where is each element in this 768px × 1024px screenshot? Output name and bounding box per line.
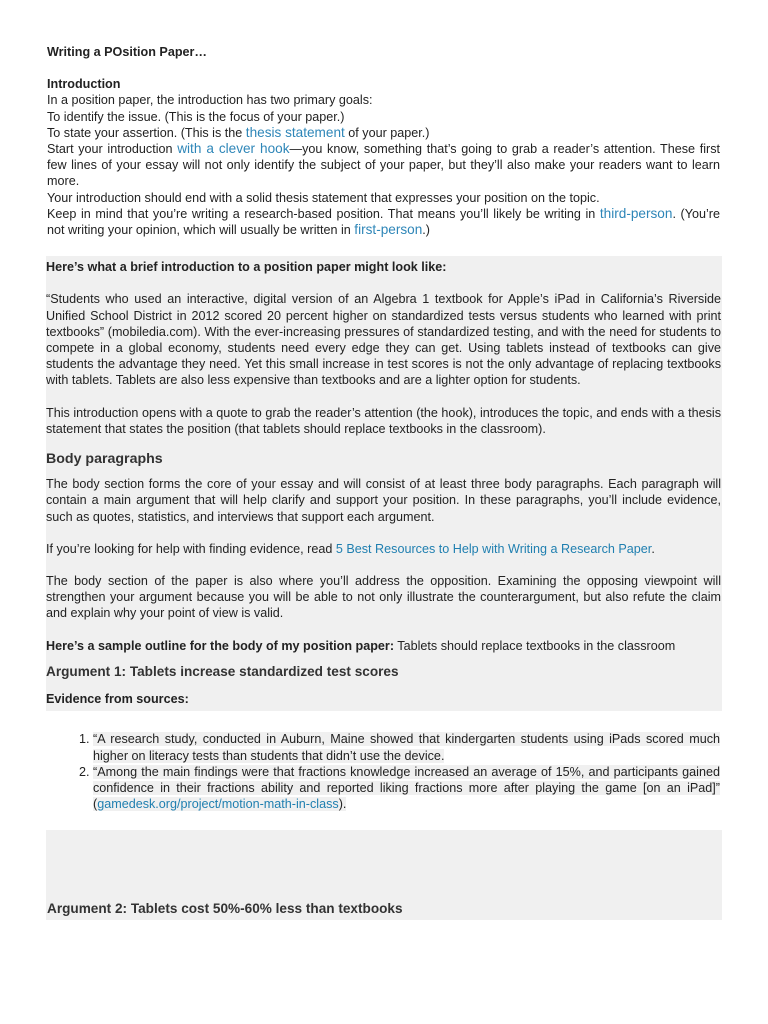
research-paper-resources-link[interactable]: 5 Best Resources to Help with Writing a Research Paper (335, 541, 652, 556)
intro-line-3: To state your assertion. (This is the thesis statement of your paper.) (47, 124, 430, 140)
list-item: 2. “Among the main findings were that fractions knowledge increased an average of 15%, and participants gained confidence in their fractions ability and reported liking fractions more after playing the game [on an iPad]” (gamedesk.org/project/motion-math-in-class). (93, 764, 720, 813)
argument-2-heading: Argument 2: Tablets cost 50%-60% less than textbooks (47, 901, 403, 917)
thesis-statement-link[interactable]: thesis statement (245, 124, 345, 140)
intro-line-1: In a position paper, the introduction has two primary goals: (47, 93, 373, 108)
sample-quote: “Students who used an interactive, digital version of an Algebra 1 textbook for Apple’s iPad in California’s Riverside Unified School District in 2012 scored 20 percent higher on standardized tests versus students who learned with print textbooks” (mobiledia.com). With the ever-increasing pressures of standardized testing, and with the need for students to compete in a global economy, students need every edge they can get. Using tablets instead of textbooks can give students the advantage they need. Yet this small increase in test scores is not the only advantage of replacing textbooks with tablets. Tablets are also less expensive than textbooks and are a lighter option for students. (46, 292, 721, 388)
document-content (47, 44, 720, 920)
first-person-link[interactable]: first-person (354, 222, 423, 238)
evidence-list (47, 731, 720, 812)
intro-heading: Introduction (47, 77, 121, 92)
intro-line-2: To identify the issue. (This is the focus of your paper.) (47, 109, 345, 124)
sample-heading: Here’s what a brief introduction to a position paper might look like: (46, 260, 447, 275)
intro-paragraph-thesis: Your introduction should end with a solid thesis statement that expresses your position on the topic. (47, 190, 600, 205)
evidence-label: Evidence from sources: (46, 692, 189, 707)
body-paragraph-1: The body section forms the core of your essay and will consist of at least three body paragraphs. Each paragraph will contain a main argument that will help clarify and support your position. In these paragraphs, you’ll include evidence, such as quotes, statistics, and interviews that support each argument. (46, 477, 721, 524)
shaded-sample-section (46, 256, 722, 711)
body-paragraphs-heading: Body paragraphs (46, 451, 163, 468)
list-item: 1. “A research study, conducted in Auburn, Maine showed that kindergarten students using iPads scored much higher on literacy tests than students that didn’t use the device. (93, 731, 720, 763)
body-paragraph-evidence: If you’re looking for help with finding evidence, read 5 Best Resources to Help with Writing a Research Paper. (46, 541, 655, 556)
body-paragraph-opposition: The body section of the paper is also where you’ll address the opposition. Examining the opposing viewpoint will strengthen your argument because you will be able to not only illustrate the counterargument, but also refute the claim and explain why your point of view is valid. (46, 574, 721, 621)
argument-1-heading: Argument 1: Tablets increase standardized test scores (46, 663, 399, 679)
outline-intro: Here’s a sample outline for the body of my position paper: Tablets should replace textbooks in the classroom (46, 638, 676, 653)
shaded-argument-2-section (46, 830, 722, 920)
sample-explanation: This introduction opens with a quote to grab the reader’s attention (the hook), introduces the topic, and ends with a thesis statement that states the position (that tablets should replace textbooks in the classroom). (46, 405, 721, 436)
intro-paragraph-hook: Start your introduction with a clever hook—you know, something that’s going to grab a reader’s attention. These first few lines of your essay will not only identify the subject of your paper, but they’ll also make your readers want to learn more. (47, 141, 720, 189)
third-person-link[interactable]: third-person (599, 205, 673, 221)
clever-hook-link[interactable]: with a clever hook (177, 141, 290, 157)
gamedesk-link[interactable]: gamedesk.org/project/motion-math-in-class (97, 797, 339, 812)
intro-paragraph-person: Keep in mind that you’re writing a research-based position. That means you’ll likely be writing in third-person. (You’re not writing your opinion, which will usually be written in first-person.) (47, 205, 720, 238)
document-title: Writing a POsition Paper… (47, 45, 208, 59)
